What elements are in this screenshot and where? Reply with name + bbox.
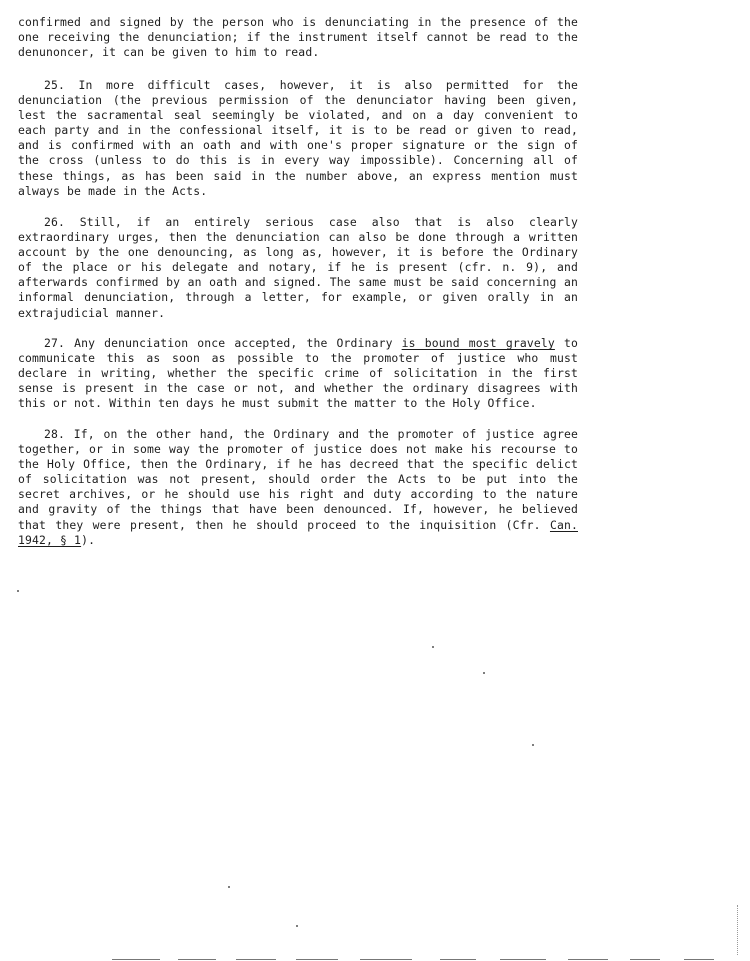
paragraph-28 [18, 427, 578, 548]
scan-rule [112, 959, 160, 960]
paragraph-text-end: to communicate this as soon as possible to the promoter of justice who must declare in writing, whether the specific crime of solicitation in the first sense is present in the case or not, and whether the ordinary disagrees with this or not. Within ten days he must submit the matter to the Holy Office. [18, 336, 578, 411]
paragraph-text: confirmed and signed by the person who is denunciating in the presence of the one receiving the denunciation; if the instrument itself cannot be read to the denunoncer, it can be given to him to read. [18, 15, 578, 60]
canon-reference: Can. 1942, § 1 [18, 517, 578, 547]
paragraph-text-start: 27. Any denunciation once accepted, the Ordinary [44, 336, 393, 350]
scan-rule [630, 959, 660, 960]
scan-speck [17, 590, 19, 592]
scan-rule [684, 959, 714, 960]
scan-speck [483, 672, 485, 674]
underlined-emphasis: is bound most gravely [401, 336, 555, 350]
paragraph-26 [18, 215, 578, 321]
scan-rule [296, 959, 338, 960]
scan-speck [296, 925, 298, 927]
scan-speck [432, 646, 434, 648]
paragraph-text: 26. Still, if an entirely serious case also that is also clearly extraordinary urges, then the denunciation can also be done through a written account by the one denouncing, as long as, however, it is before the Ordinary of the place or his delegate and notary, if he is present (cfr. n. 9), and afterwards confirmed by an oath and signed. The same must be said concerning an informal denunciation, through a letter, for example, or given orally in an extrajudicial manner. [18, 215, 578, 320]
paragraph-text-start: 28. If, on the other hand, the Ordinary and the promoter of justice agree together, or in some way the promoter of justice does not make his recourse to the Holy Office, then the Ordinary, if he has decreed that the specific delict of solicitation was not present, should order the Acts to be put into the secret archives, or he should use his right and duty according to the nature and gravity of the things that have been denounced. If, however, he believed that they were present, then he should proceed to the inquisition (Cfr. [18, 427, 578, 532]
paragraph-continuation [18, 15, 578, 60]
paragraph-text: 25. In more difficult cases, however, it is also permitted for the denunciation (the previous permission of the denunciator having been given, lest the sacramental seal seemingly be violated, and on a day convenient to each party and in the confessional itself, it is to be read or given to read, and is confirmed with an oath and with one's proper signature or the sign of the cross (unless to do this is in every way impossible). Concerning all of these things, as has been said in the number above, an express mention must always be made in the Acts. [18, 78, 578, 198]
scan-speck [532, 744, 534, 746]
scan-edge-dots [737, 905, 739, 955]
paragraph-text-end: ). [81, 532, 96, 547]
scan-rule [440, 959, 476, 960]
scan-rule [568, 959, 608, 960]
scan-rule [236, 959, 276, 960]
paragraph-27 [18, 336, 578, 411]
scan-rule [360, 959, 412, 960]
scan-rule [500, 959, 546, 960]
scan-speck [228, 886, 230, 888]
scan-rule [178, 959, 216, 960]
paragraph-25 [18, 78, 578, 199]
